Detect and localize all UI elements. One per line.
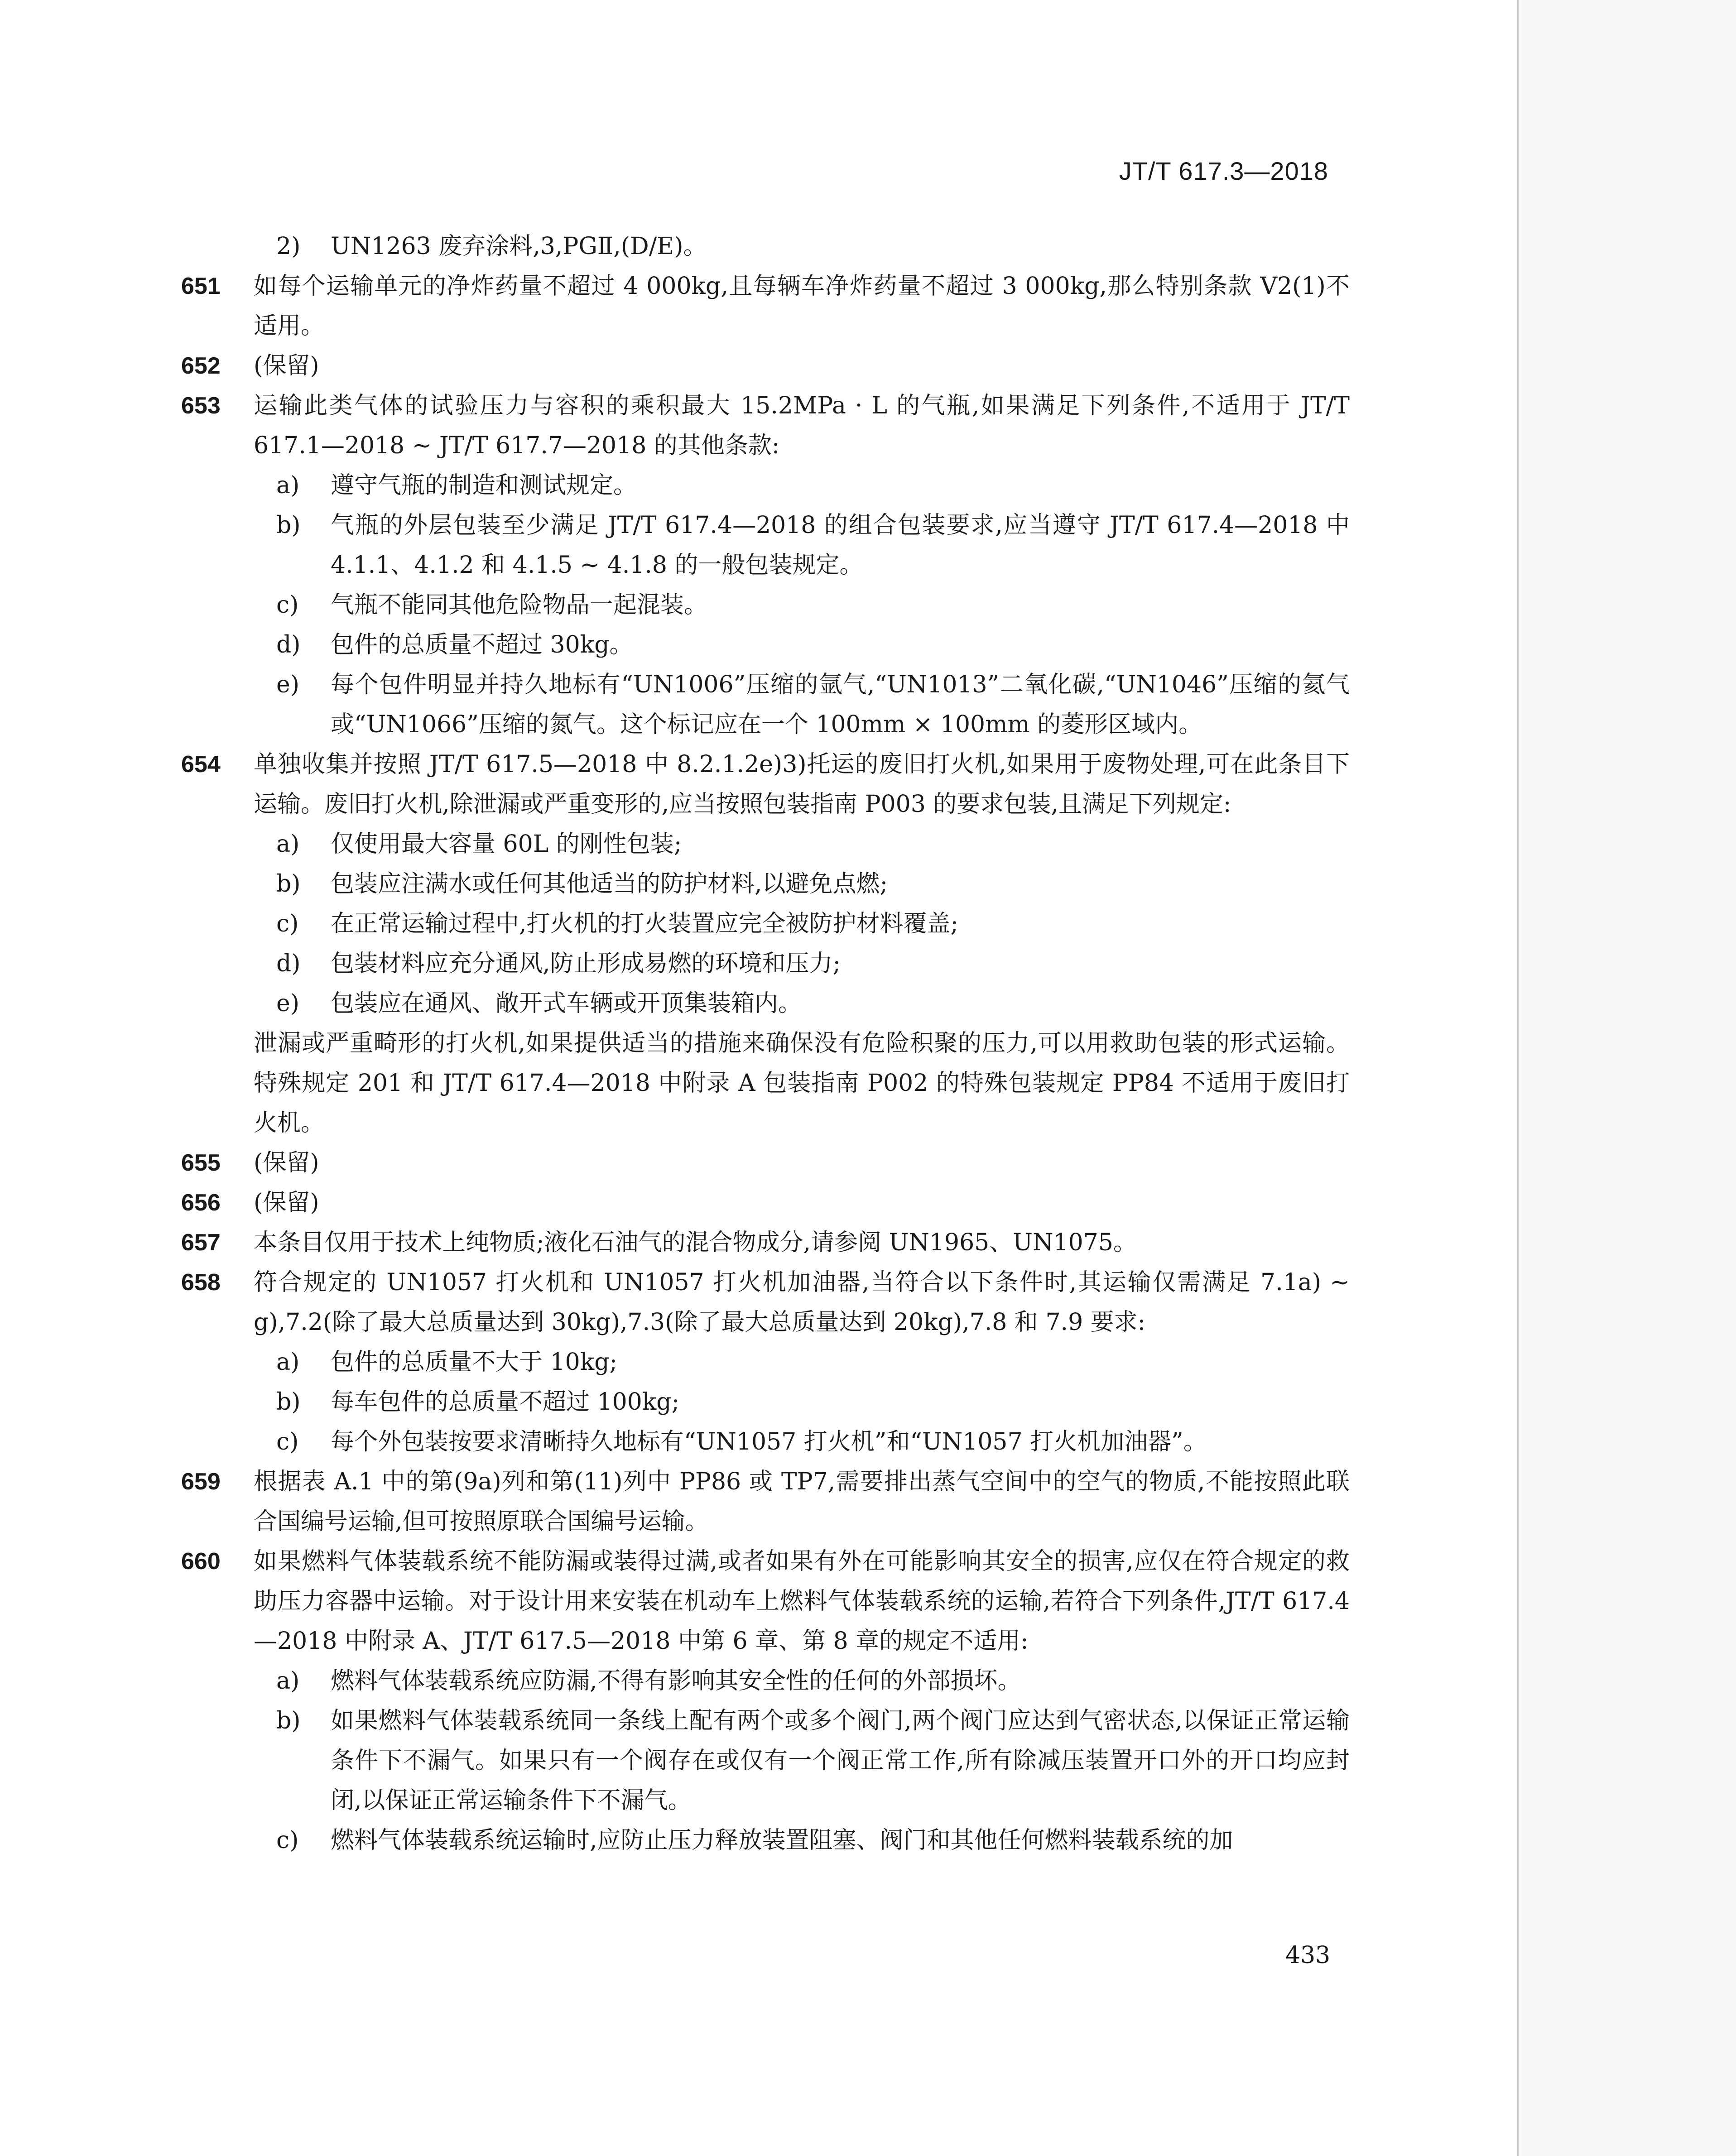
- item-text: 包件的总质量不超过 30kg。: [331, 631, 633, 658]
- item-text: UN1263 废弃涂料,3,PGⅡ,(D/E)。: [331, 233, 707, 260]
- item-text: 包装材料应充分通风,防止形成易燃的环境和压力;: [331, 950, 841, 977]
- clause-text: 运输此类气体的试验压力与容积的乘积最大 15.2MPa · L 的气瓶,如果满足下列条件,不适用于 JT/T 617.1—2018 ~ JT/T 617.7—2018 的其他条款:: [254, 392, 1350, 459]
- list-item: [181, 1820, 1350, 1860]
- item-text: 气瓶不能同其他危险物品一起混装。: [331, 591, 708, 619]
- standard-code-header: JT/T 617.3—2018: [1119, 157, 1328, 185]
- item-text: 气瓶的外层包装至少满足 JT/T 617.4—2018 的组合包装要求,应当遵守 JT/T 617.4—2018 中 4.1.1、4.1.2 和 4.1.5 ~ 4.1.8 的一般包装规定。: [331, 512, 1350, 579]
- list-item: [181, 864, 1350, 904]
- clause-number: 659: [181, 1469, 221, 1495]
- list-item: [181, 466, 1350, 505]
- item-label: a): [276, 472, 300, 499]
- clause-658: [181, 1263, 1350, 1342]
- item-text: 包装应在通风、敞开式车辆或开顶集装箱内。: [331, 990, 802, 1017]
- item-label: c): [276, 910, 299, 937]
- list-item: [181, 505, 1350, 585]
- list-item: [181, 1422, 1350, 1462]
- item-text: 每个外包装按要求清晰持久地标有“UN1057 打火机”和“UN1057 打火机加油器”。: [331, 1428, 1207, 1455]
- clause-number: 653: [181, 393, 221, 419]
- item-label: b): [276, 870, 301, 898]
- clause-659: [181, 1462, 1350, 1541]
- clause-text: 根据表 A.1 中的第(9a)列和第(11)列中 PP86 或 TP7,需要排出蒸气空间中的空气的物质,不能按照此联合国编号运输,但可按照原联合国编号运输。: [254, 1468, 1350, 1535]
- item-text: 每车包件的总质量不超过 100kg;: [331, 1388, 680, 1416]
- clause-text: (保留): [254, 352, 319, 379]
- document-body: [181, 226, 1350, 1860]
- clause-655: [181, 1143, 1350, 1183]
- clause-660: [181, 1541, 1350, 1661]
- item-text: 燃料气体装载系统运输时,应防止压力释放装置阻塞、阀门和其他任何燃料装载系统的加: [331, 1827, 1233, 1854]
- list-item: [181, 585, 1350, 625]
- clause-number: 660: [181, 1548, 221, 1575]
- clause-text: 本条目仅用于技术上纯物质;液化石油气的混合物成分,请参阅 UN1965、UN1075。: [254, 1229, 1137, 1256]
- list-item: [181, 665, 1350, 744]
- clause-text: (保留): [254, 1149, 319, 1176]
- page-number: 433: [1285, 1942, 1331, 1969]
- list-item: [181, 1342, 1350, 1382]
- item-text: 包装应注满水或任何其他适当的防护材料,以避免点燃;: [331, 870, 888, 898]
- item-label: e): [276, 990, 300, 1017]
- clause-number: 657: [181, 1229, 221, 1256]
- item-label: d): [276, 950, 301, 977]
- clause-657: [181, 1223, 1350, 1263]
- list-item: [181, 904, 1350, 944]
- item-text: 每个包件明显并持久地标有“UN1006”压缩的氩气,“UN1013”二氧化碳,“UN1046”压缩的氦气或“UN1066”压缩的氮气。这个标记应在一个 100mm × 100mm 的菱形区域内。: [331, 671, 1350, 738]
- item-label: c): [276, 1428, 299, 1455]
- item-label: a): [276, 1349, 300, 1376]
- clause-653: [181, 386, 1350, 466]
- item-label: e): [276, 671, 300, 698]
- item-label: c): [276, 1827, 299, 1854]
- item-text: 在正常运输过程中,打火机的打火装置应完全被防护材料覆盖;: [331, 910, 959, 937]
- item-text: 如果燃料气体装载系统同一条线上配有两个或多个阀门,两个阀门应达到气密状态,以保证正常运输条件下不漏气。如果只有一个阀存在或仅有一个阀正常工作,所有除减压装置开口外的开口均应封闭,以保证正常运输条件下不漏气。: [331, 1707, 1350, 1814]
- list-item: [181, 1382, 1350, 1422]
- clause-text: 符合规定的 UN1057 打火机和 UN1057 打火机加油器,当符合以下条件时,其运输仅需满足 7.1a) ~ g),7.2(除了最大总质量达到 30kg),7.3(除了最大总质量达到 20kg),7.8 和 7.9 要求:: [254, 1269, 1350, 1336]
- item-text: 燃料气体装载系统应防漏,不得有影响其安全性的任何的外部损坏。: [331, 1667, 1021, 1695]
- clause-continuation-text: 泄漏或严重畸形的打火机,如果提供适当的措施来确保没有危险积聚的压力,可以用救助包装的形式运输。特殊规定 201 和 JT/T 617.4—2018 中附录 A 包装指南 P002 的特殊包装规定 PP84 不适用于废旧打火机。: [254, 1030, 1350, 1137]
- list-item: [181, 1701, 1350, 1820]
- list-item: [181, 824, 1350, 864]
- list-item: [181, 1661, 1350, 1701]
- clause-number: 651: [181, 273, 221, 299]
- list-item: [181, 984, 1350, 1023]
- clause-651: [181, 266, 1350, 346]
- page-gutter-shade: [1519, 0, 1736, 2156]
- clause-text: 如果燃料气体装载系统不能防漏或装得过满,或者如果有外在可能影响其安全的损害,应仅在符合规定的救助压力容器中运输。对于设计用来安装在机动车上燃料气体装载系统的运输,若符合下列条件,JT/T 617.4—2018 中附录 A、JT/T 617.5—2018 中第 6 章、第 8 章的规定不适用:: [254, 1548, 1350, 1655]
- clause-number: 656: [181, 1190, 221, 1216]
- item-label: b): [276, 512, 301, 539]
- item-label: b): [276, 1388, 301, 1416]
- item-label: c): [276, 591, 299, 619]
- item-label: b): [276, 1707, 301, 1734]
- clause-number: 652: [181, 353, 221, 379]
- item-text: 包件的总质量不大于 10kg;: [331, 1349, 618, 1376]
- clause-number: 655: [181, 1150, 221, 1176]
- clause-656: [181, 1183, 1350, 1223]
- list-item: [181, 944, 1350, 984]
- item-label: d): [276, 631, 301, 658]
- item-text: 仅使用最大容量 60L 的刚性包装;: [331, 831, 682, 858]
- list-item: [181, 226, 1350, 266]
- item-label: 2): [276, 233, 301, 260]
- item-label: a): [276, 831, 300, 858]
- clause-text: 单独收集并按照 JT/T 617.5—2018 中 8.2.1.2e)3)托运的废旧打火机,如果用于废物处理,可在此条目下运输。废旧打火机,除泄漏或严重变形的,应当按照包装指南 P003 的要求包装,且满足下列规定:: [254, 751, 1350, 818]
- clause-text: 如每个运输单元的净炸药量不超过 4 000kg,且每辆车净炸药量不超过 3 000kg,那么特别条款 V2(1)不适用。: [254, 273, 1350, 340]
- item-text: 遵守气瓶的制造和测试规定。: [331, 472, 637, 499]
- clause-654: [181, 744, 1350, 824]
- page-gutter-line: [1517, 0, 1519, 2156]
- list-item: [181, 625, 1350, 665]
- clause-text: (保留): [254, 1189, 319, 1216]
- item-label: a): [276, 1667, 300, 1695]
- clause-number: 658: [181, 1269, 221, 1296]
- clause-652: [181, 346, 1350, 386]
- clause-number: 654: [181, 751, 221, 778]
